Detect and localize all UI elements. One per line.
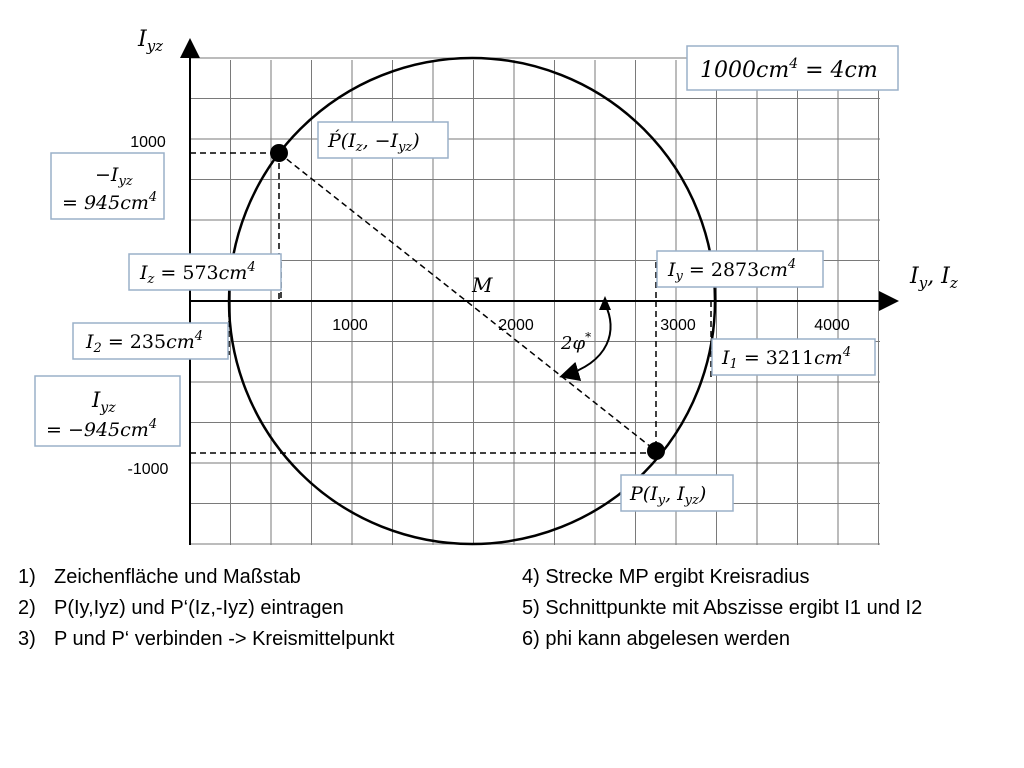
svg-text:Iz = 573cm4: $I_z = 573cm^4$ — [140, 260, 256, 287]
step-text: P(Iy,Iyz) und P‘(Iz,-Iyz) eintragen — [54, 597, 344, 619]
svg-text:−Iyz: $-I_{yz}$ — [95, 164, 133, 189]
p-prime-label-box — [318, 122, 448, 158]
x-axis-label: $I_y$, $I_z$ — [910, 264, 958, 292]
svg-text:Iy = 2873cm4: $I_y = 2873cm^4$ — [668, 257, 797, 284]
x-tick-label: 4000 — [814, 317, 850, 334]
neg-iyz-box — [51, 153, 164, 219]
step-item — [522, 562, 922, 593]
i2-box — [73, 323, 228, 359]
scale-box — [687, 46, 898, 90]
step-item — [18, 593, 394, 624]
step-text: P und P‘ verbinden -> Kreismittelpunkt — [54, 628, 395, 650]
step-text: 5) Schnittpunkte mit Abszisse ergibt I1 und I2 — [522, 597, 923, 619]
step-number: 3) — [18, 628, 36, 650]
svg-text:1000cm4 = 4cm: $1000cm^4 = 4cm$ — [700, 56, 878, 83]
step-number: 2) — [18, 597, 36, 619]
x-tick-label: 2000 — [498, 317, 534, 334]
svg-text:P(Iy, Iyz): $P(I_y$, $I_{yz}$) — [630, 483, 707, 508]
p-label-box — [621, 475, 733, 511]
svg-text:I2 = 235cm4: $I_2 = 235cm^4$ — [86, 329, 204, 356]
x-tick-label: 1000 — [332, 317, 368, 334]
x-tick-label: 3000 — [660, 317, 696, 334]
iy-box — [657, 251, 823, 287]
step-item — [18, 624, 394, 655]
iz-box — [129, 254, 281, 290]
y-tick-label: 1000 — [130, 134, 166, 151]
svg-text:= −945cm4: = $-945cm^4$ — [46, 417, 158, 441]
step-text: Zeichenfläche und Maßstab — [54, 566, 301, 588]
y-tick-label: -1000 — [127, 461, 169, 478]
point-p — [647, 442, 665, 460]
point-p-prime — [270, 144, 288, 162]
steps-left — [18, 562, 394, 655]
step-item — [522, 593, 922, 624]
svg-text:= 945cm4: = $945cm^4$ — [62, 190, 158, 214]
svg-text:Ṕ(Iz, −Iyz): $Ṕ(I_z$, $-I_{yz}$) — [328, 130, 420, 155]
iyz-box — [35, 376, 180, 446]
step-text: 4) Strecke MP ergibt Kreisradius — [522, 566, 810, 588]
label-boxes — [35, 46, 898, 511]
i1-box — [712, 339, 875, 375]
y-axis-label: $I_{yz}$ — [138, 27, 164, 55]
step-number: 1) — [18, 566, 36, 588]
svg-text:Iyz: $I_{yz}$ — [92, 388, 116, 416]
center-label: M — [472, 273, 493, 297]
steps-right — [522, 562, 922, 655]
step-text: 6) phi kann abgelesen werden — [522, 628, 790, 650]
step-item — [18, 562, 394, 593]
construction-lines — [190, 153, 711, 453]
svg-text:I1 = 3211cm4: $I_1 = 3211cm^4$ — [722, 345, 852, 372]
angle-label: 2φ* — [561, 330, 592, 354]
step-item — [522, 624, 922, 655]
angle-arc-start-arrow — [599, 296, 611, 310]
